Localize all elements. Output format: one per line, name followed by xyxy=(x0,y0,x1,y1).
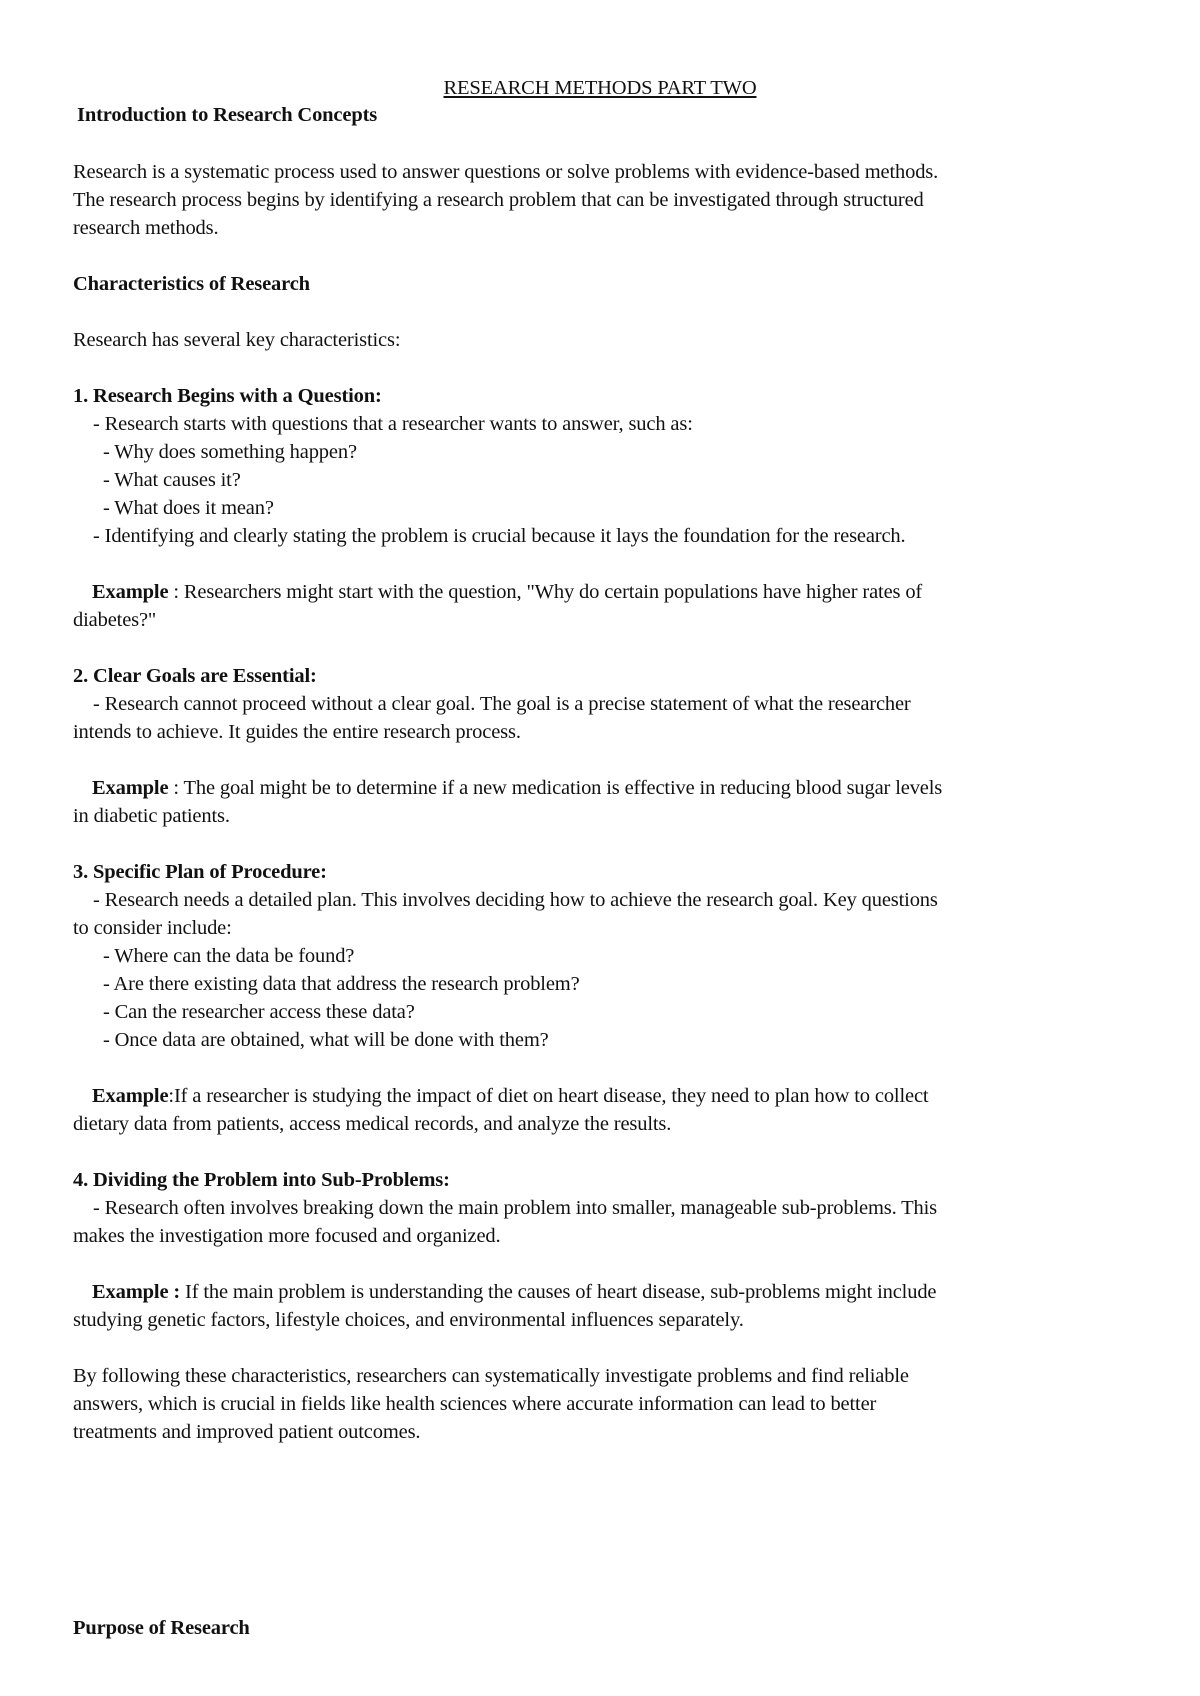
item4-heading: 4. Dividing the Problem into Sub-Problems: xyxy=(73,1169,450,1191)
item2-heading: 2. Clear Goals are Essential: xyxy=(73,665,317,687)
item1-example xyxy=(92,580,922,604)
item1-subbullet: - What does it mean? xyxy=(103,497,274,519)
intro-heading: Introduction to Research Concepts xyxy=(77,104,378,126)
conclusion-line: answers, which is crucial in fields like health sciences where accurate information can lead to better xyxy=(73,1393,877,1415)
item3-bullet-cont: to consider include: xyxy=(73,917,232,939)
example-label: Example xyxy=(92,1085,169,1107)
item2-bullet-cont: intends to achieve. It guides the entire research process. xyxy=(73,721,521,743)
item3-bullet: - Research needs a detailed plan. This involves deciding how to achieve the research goal. Key questions xyxy=(93,889,938,911)
example-label: Example xyxy=(92,777,169,799)
item2-example xyxy=(92,776,942,800)
intro-line: Research is a systematic process used to answer questions or solve problems with evidence-based methods. xyxy=(73,161,939,183)
example-label: Example : xyxy=(92,1281,181,1303)
item3-subbullet: - Where can the data be found? xyxy=(103,945,355,967)
item3-heading: 3. Specific Plan of Procedure: xyxy=(73,861,327,883)
item3-example-cont: dietary data from patients, access medical records, and analyze the results. xyxy=(73,1113,672,1135)
item1-subbullet: - What causes it? xyxy=(103,469,241,491)
example-text: : Researchers might start with the question, "Why do certain populations have higher rates of xyxy=(168,581,923,603)
item2-example-cont: in diabetic patients. xyxy=(73,805,230,827)
intro-line: The research process begins by identifying a research problem that can be investigated through structured xyxy=(73,189,924,211)
intro-line: research methods. xyxy=(73,217,219,239)
example-text: :If a researcher is studying the impact of diet on heart disease, they need to plan how to collect xyxy=(168,1085,929,1107)
example-label: Example xyxy=(92,581,169,603)
item3-subbullet: - Can the researcher access these data? xyxy=(103,1001,415,1023)
characteristics-intro: Research has several key characteristics: xyxy=(73,329,401,351)
item1-example-cont: diabetes?" xyxy=(73,609,157,631)
item4-example-cont: studying genetic factors, lifestyle choices, and environmental influences separately. xyxy=(73,1309,744,1331)
item3-subbullet: - Once data are obtained, what will be done with them? xyxy=(103,1029,549,1051)
item2-bullet: - Research cannot proceed without a clear goal. The goal is a precise statement of what the researcher xyxy=(93,693,911,715)
item1-bullet: - Identifying and clearly stating the problem is crucial because it lays the foundation for the research. xyxy=(93,525,906,547)
item1-subbullet: - Why does something happen? xyxy=(103,441,357,463)
example-text: If the main problem is understanding the causes of heart disease, sub-problems might include xyxy=(180,1281,937,1303)
example-text: : The goal might be to determine if a new medication is effective in reducing blood sugar levels xyxy=(168,777,943,799)
characteristics-heading: Characteristics of Research xyxy=(73,273,310,295)
purpose-heading: Purpose of Research xyxy=(73,1617,250,1639)
item1-bullet: - Research starts with questions that a researcher wants to answer, such as: xyxy=(93,413,693,435)
document-title: RESEARCH METHODS PART TWO xyxy=(443,77,757,99)
item3-example xyxy=(92,1084,928,1108)
item4-example xyxy=(92,1280,936,1304)
item3-subbullet: - Are there existing data that address the research problem? xyxy=(103,973,580,995)
item4-bullet-cont: makes the investigation more focused and organized. xyxy=(73,1225,501,1247)
item1-heading: 1. Research Begins with a Question: xyxy=(73,385,382,407)
item4-bullet: - Research often involves breaking down the main problem into smaller, manageable sub-problems. This xyxy=(93,1197,938,1219)
conclusion-line: By following these characteristics, researchers can systematically investigate problems and find reliable xyxy=(73,1365,909,1387)
conclusion-line: treatments and improved patient outcomes. xyxy=(73,1421,421,1443)
